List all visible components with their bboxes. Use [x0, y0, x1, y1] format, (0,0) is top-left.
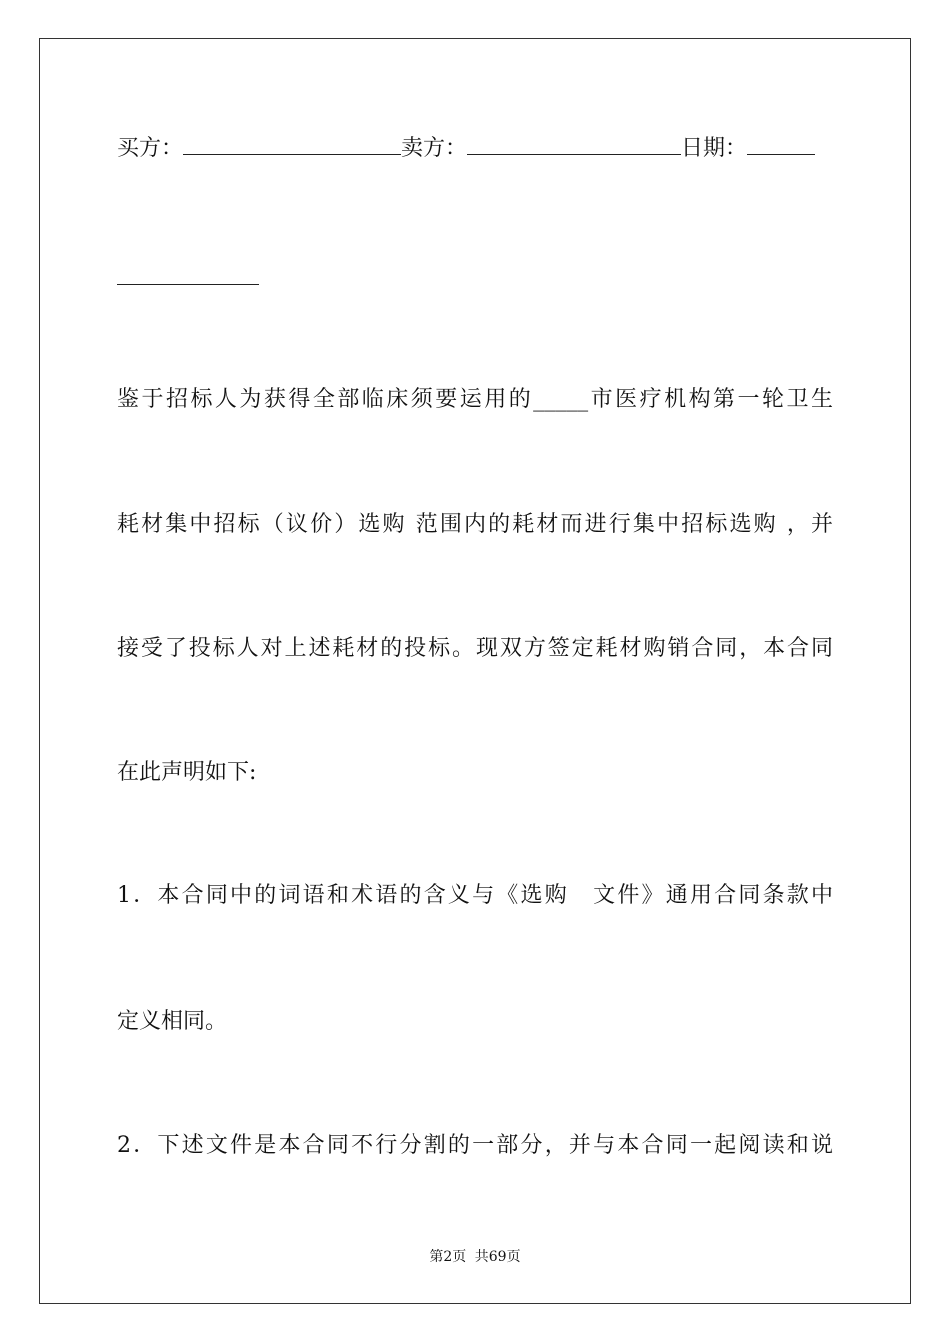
paragraph-line: 在此声明如下: [117, 760, 257, 785]
header-fields-line [117, 135, 833, 163]
seller-label: 卖方： [401, 136, 468, 161]
seller-blank [467, 136, 681, 155]
page-total: 共69页 [474, 1249, 521, 1265]
paragraph-line: 耗材集中招标（议价）选购 范围内的耗材而进行集中招标选购 ，并 [117, 512, 833, 537]
date-blank-continued [117, 266, 259, 285]
paragraph-line: 1．本合同中的词语和术语的含义与《选购 文件》通用合同条款中 [117, 883, 833, 908]
paragraph-line: 定义相同。 [117, 1009, 228, 1034]
page-number: 第2页 [429, 1249, 467, 1265]
paragraph-line: 2．下述文件是本合同不行分割的一部分，并与本合同一起阅读和说 [117, 1133, 833, 1158]
buyer-label: 买方： [117, 136, 184, 161]
page-border [39, 38, 911, 1304]
buyer-blank [183, 136, 401, 155]
date-blank [747, 136, 815, 155]
paragraph-line: 鉴于招标人为获得全部临床须要运用的_____市医疗机构第一轮卫生 [117, 387, 833, 412]
paragraph-line: 接受了投标人对上述耗材的投标。现双方签定耗材购销合同，本合同 [117, 636, 833, 661]
page-footer [0, 1248, 950, 1266]
date-label: 日期： [681, 136, 748, 161]
